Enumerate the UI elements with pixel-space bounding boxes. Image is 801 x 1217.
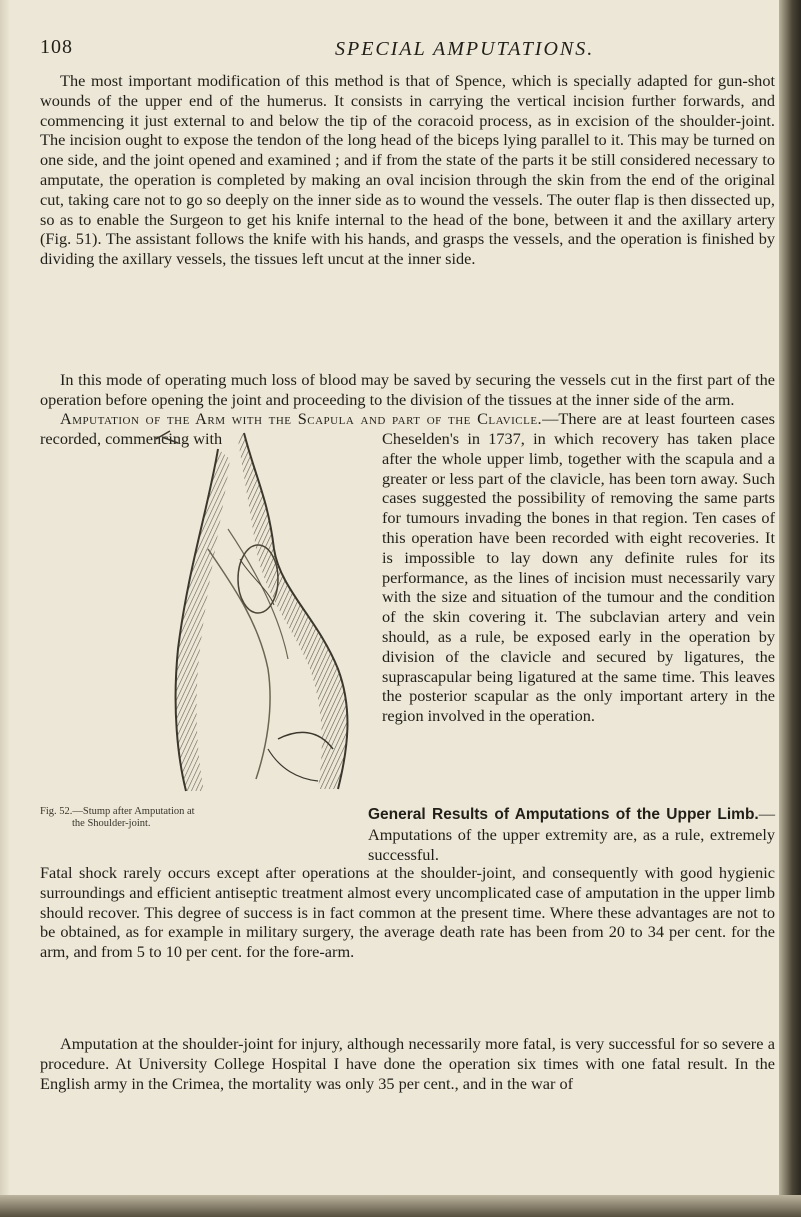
page-number: 108 [40, 36, 73, 58]
paragraph-shoulder-joint-results: Amputation at the shoulder-joint for injury, although necessarily more fatal, is very successful for so severe a procedure. At University College Hospital I have done the operation six times with one fatal result. In the English army in the Crimea, the mortality was only 35 per cent., and in the war of [40, 1034, 775, 1093]
paragraph-spence-modification: The most important modification of this method is that of Spence, which is specially adapted for gun-shot wounds of the upper end of the humerus. It consists in carrying the vertical incision further forwards, and commencing it just external to and below the tip of the coracoid process, as in excision of the shoulder-joint. The incision ought to expose the tendon of the long head of the biceps lying parallel to it. This may be turned on one side, and the joint opened and examined ; and if from the state of the parts it be still considered necessary to amputate, the operation is completed by making an oval incision through the skin from the end of the original cut, taking care not to go so deeply on the inner side as to wound the vessels. The outer flap is then dissected up, so as to enable the Surgeon to get his knife internal to the head of the bone, between it and the axillary artery (Fig. 51). The assistant follows the knife with his hands, and grasps the vessels, and the operation is finished by dividing the axillary vessels, the tissues left uncut at the inner side. [40, 71, 775, 269]
running-head: SPECIAL AMPUTATIONS. [335, 38, 595, 60]
paragraph-scapula-amputation: Cheselden's in 1737, in which recovery has taken place after the whole upper limb, together with the scapula and a greater or less part of the clavicle, has been torn away. Such cases suggested the possibility of removing the same parts for tumours invading the bones in that region. Ten cases of this operation have been recorded with eight recoveries. It is impossible to lay down any definite rules for its performance, as the lines of incision must necessarily vary with the size and situation of the tumour and the condition of the skin covering it. The subclavian artery and vein should, as a rule, be exposed early in the operation by division of the clavicle and secured by ligatures, the suprascapular being ligatured at the same time. This leaves the posterior scapular as the only important artery in the region involved in the operation. [382, 429, 775, 726]
scapula-lead-text: —There are at least fourteen cases recorded, commencing with [40, 409, 775, 448]
page-left-shadow [0, 0, 10, 1217]
general-results-body: Fatal shock rarely occurs except after operations at the shoulder-joint, and consequently with good hygienic surroundings and efficient antiseptic treatment almost every uncomplicated case of amputation in the upper limb should recover. This degree of success is in fact common at the present time. Where these advantages are not to be obtained, as for example in military surgery, the average death rate has been from 20 to 34 per cent. for the arm, and from 5 to 10 per cent. for the fore-arm. [40, 863, 775, 962]
figure-shoulder-stump [148, 429, 370, 805]
section-heading-general-results: General Results of Amputations of the Upper Limb. [368, 806, 759, 823]
section-heading-scapula: Amputation of the Arm with the Scapula and part of the Clavicle. [60, 409, 543, 428]
general-results-lead-text: —Amputations of the upper extremity are, as a rule, extremely successful. [368, 804, 775, 864]
figure-caption [40, 806, 290, 830]
figure-caption-line-2: the Shoulder-joint. [72, 818, 151, 829]
shoulder-stump-illustration [148, 429, 370, 805]
page-edge [779, 0, 801, 1217]
page-header [40, 36, 775, 66]
figure-caption-line-1: Fig. 52.—Stump after Amputation at [40, 806, 195, 817]
paragraph-blood-loss: In this mode of operating much loss of blood may be saved by securing the vessels cut in the first part of the operation before opening the joint and proceeding to the division of the tissues at the inner side of the arm. [40, 370, 775, 409]
general-results-intro [368, 804, 775, 864]
page-bottom-band [0, 1195, 801, 1217]
